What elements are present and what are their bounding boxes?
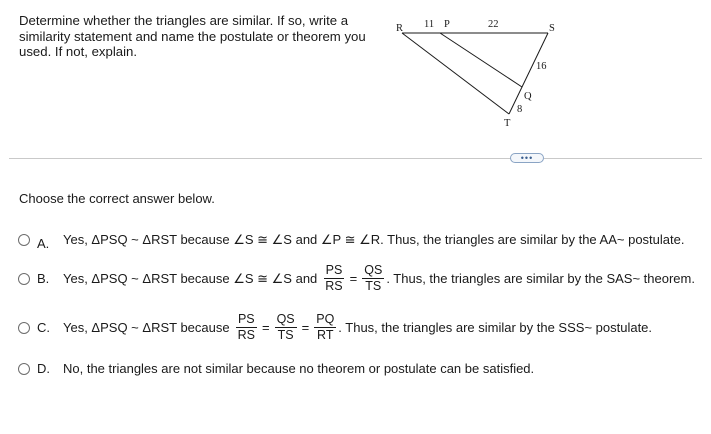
- option-letter: B.: [37, 271, 50, 286]
- label-T: T: [504, 118, 511, 129]
- label-Q: Q: [524, 91, 532, 102]
- radio-button[interactable]: [18, 273, 30, 285]
- option-a[interactable]: [18, 232, 685, 251]
- question-line: Determine whether the triangles are similar. If so, write a: [19, 13, 349, 28]
- ellipsis-icon: •••: [520, 153, 534, 163]
- divider: [544, 158, 702, 159]
- option-text: Yes, ΔPSQ ~ ΔRST because ∠S ≅ ∠S and: [63, 270, 318, 286]
- question-line: used. If not, explain.: [19, 44, 138, 60]
- divider: [9, 158, 511, 159]
- fraction-denominator: RS: [325, 279, 343, 293]
- fraction: [236, 312, 257, 343]
- radio-button[interactable]: [18, 363, 30, 375]
- option-text-tail: . Thus, the triangles are similar by the SAS~ theorem.: [386, 271, 695, 286]
- fraction-numerator: QS: [276, 312, 295, 326]
- option-letter: A.: [37, 235, 50, 251]
- question-text: [19, 13, 369, 60]
- fraction-denominator: RS: [237, 328, 255, 342]
- option-text: No, the triangles are not similar because no theorem or postulate can be satisfied.: [63, 361, 535, 376]
- segment-PQ: [440, 33, 522, 87]
- label-R: R: [396, 23, 404, 34]
- fraction-numerator: PS: [237, 312, 255, 326]
- fraction-denominator: TS: [365, 279, 382, 293]
- equals-sign: =: [301, 320, 310, 335]
- option-letter: C.: [37, 320, 50, 335]
- measure-PS: 22: [488, 19, 499, 30]
- measure-RP: 11: [424, 19, 435, 30]
- fraction: [362, 263, 384, 294]
- triangle-figure: [396, 14, 566, 134]
- prompt-text: Choose the correct answer below.: [19, 191, 215, 206]
- option-c[interactable]: [18, 312, 652, 343]
- side-RT: [402, 33, 509, 114]
- fraction: [314, 312, 336, 343]
- fraction: [323, 263, 344, 294]
- label-S: S: [549, 23, 555, 34]
- fraction-denominator: TS: [277, 328, 294, 342]
- equals-sign: =: [349, 271, 358, 286]
- measure-QT: 8: [517, 104, 523, 115]
- measure-SQ: 16: [536, 61, 547, 72]
- option-text: Yes, ΔPSQ ~ ΔRST because ∠S ≅ ∠S and ∠P ≅ ∠R. Thus, the triangles are similar by the AA~ postulate.: [63, 232, 685, 247]
- option-letter: D.: [37, 361, 50, 376]
- radio-button[interactable]: [18, 322, 30, 334]
- expand-more-button[interactable]: [510, 153, 544, 163]
- option-text-tail: . Thus, the triangles are similar by the SSS~ postulate.: [338, 320, 653, 335]
- fraction-denominator: RT: [317, 328, 334, 342]
- fraction-numerator: PQ: [316, 312, 335, 326]
- triangle-diagram: [396, 14, 566, 134]
- equals-sign: =: [261, 320, 270, 335]
- option-b[interactable]: [18, 263, 695, 294]
- fraction-numerator: PS: [325, 263, 343, 277]
- option-text: Yes, ΔPSQ ~ ΔRST because: [63, 320, 230, 335]
- label-P: P: [444, 19, 450, 30]
- option-d[interactable]: [18, 361, 534, 376]
- fraction: [275, 312, 297, 343]
- question-line: similarity statement and name the postulate or theorem you: [19, 28, 366, 44]
- radio-button[interactable]: [18, 234, 30, 246]
- fraction-numerator: QS: [364, 263, 383, 277]
